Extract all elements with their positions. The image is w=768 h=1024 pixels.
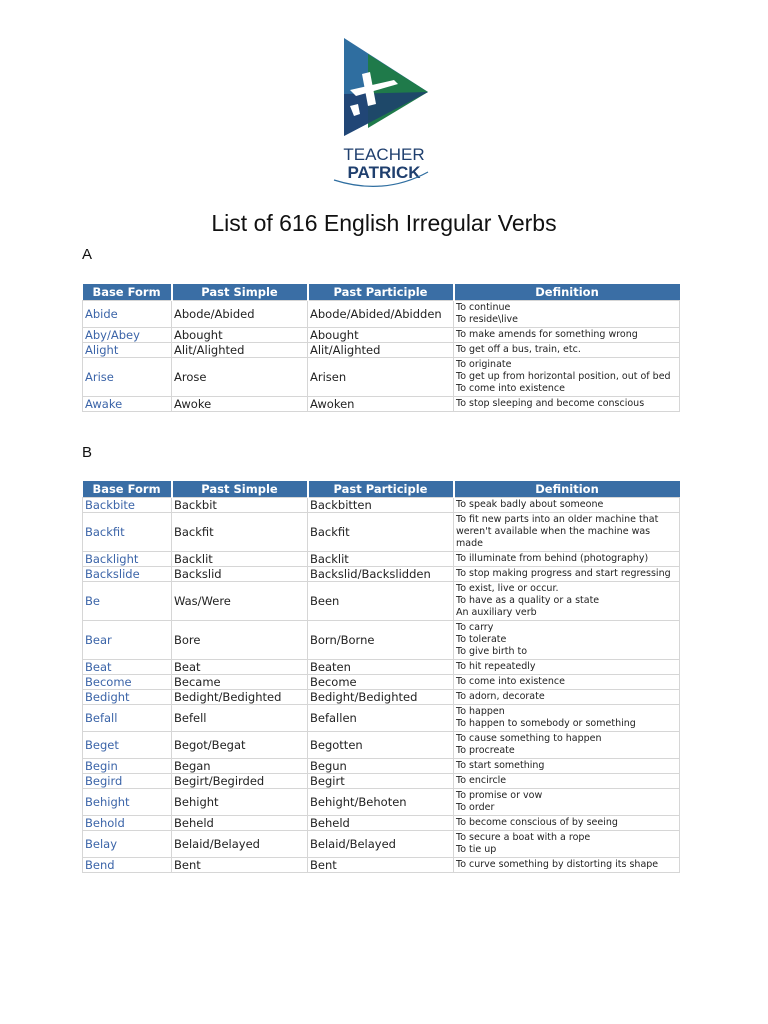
definition-cell: To adorn, decorate (454, 690, 680, 705)
definition-cell: To promise or vow To order (454, 789, 680, 816)
past-simple-cell: Bent (172, 858, 308, 873)
base-form-cell: Beat (83, 660, 172, 675)
table-row (83, 816, 680, 831)
base-form-cell: Alight (83, 343, 172, 358)
verbs-table-a (82, 284, 680, 412)
definition-cell: To curve something by distorting its shape (454, 858, 680, 873)
definition-cell: To make amends for something wrong (454, 328, 680, 343)
definition-cell: To cause something to happen To procreate (454, 732, 680, 759)
definition-cell: To encircle (454, 774, 680, 789)
past-simple-cell: Abode/Abided (172, 301, 308, 328)
table-row (83, 328, 680, 343)
past-participle-cell: Begun (308, 759, 454, 774)
column-header: Past Simple (172, 284, 308, 301)
definition-cell: To stop making progress and start regressing (454, 567, 680, 582)
verbs-table-b (82, 481, 680, 873)
table-row (83, 858, 680, 873)
definition-cell: To speak badly about someone (454, 498, 680, 513)
past-participle-cell: Alit/Alighted (308, 343, 454, 358)
table-row (83, 732, 680, 759)
base-form-cell: Become (83, 675, 172, 690)
table-row (83, 343, 680, 358)
past-simple-cell: Began (172, 759, 308, 774)
base-form-cell: Arise (83, 358, 172, 397)
past-participle-cell: Befallen (308, 705, 454, 732)
definition-cell: To happen To happen to somebody or something (454, 705, 680, 732)
definition-cell: To start something (454, 759, 680, 774)
definition-cell: To originate To get up from horizontal position, out of bed To come into existence (454, 358, 680, 397)
definition-cell: To carry To tolerate To give birth to (454, 621, 680, 660)
column-header: Definition (454, 481, 680, 498)
past-simple-cell: Backlit (172, 552, 308, 567)
table-row (83, 582, 680, 621)
definition-cell: To get off a bus, train, etc. (454, 343, 680, 358)
past-simple-cell: Was/Were (172, 582, 308, 621)
table-row (83, 513, 680, 552)
past-simple-cell: Behight (172, 789, 308, 816)
base-form-cell: Backfit (83, 513, 172, 552)
table-row (83, 690, 680, 705)
table-row (83, 789, 680, 816)
base-form-cell: Backlight (83, 552, 172, 567)
base-form-cell: Backbite (83, 498, 172, 513)
base-form-cell: Aby/Abey (83, 328, 172, 343)
logo-line2: PATRICK (347, 163, 421, 182)
past-participle-cell: Belaid/Belayed (308, 831, 454, 858)
column-header: Past Participle (308, 481, 454, 498)
table-row (83, 660, 680, 675)
table-row (83, 705, 680, 732)
section-letter-a: A (82, 246, 93, 263)
table-row (83, 831, 680, 858)
past-participle-cell: Arisen (308, 358, 454, 397)
past-simple-cell: Arose (172, 358, 308, 397)
past-simple-cell: Awoke (172, 397, 308, 412)
table-row (83, 301, 680, 328)
past-participle-cell: Beheld (308, 816, 454, 831)
base-form-cell: Behight (83, 789, 172, 816)
column-header: Base Form (83, 481, 172, 498)
past-simple-cell: Beheld (172, 816, 308, 831)
past-simple-cell: Backbit (172, 498, 308, 513)
past-participle-cell: Backbitten (308, 498, 454, 513)
base-form-cell: Befall (83, 705, 172, 732)
past-simple-cell: Became (172, 675, 308, 690)
table-row (83, 621, 680, 660)
section-letter-b: B (82, 444, 93, 461)
past-participle-cell: Backfit (308, 513, 454, 552)
base-form-cell: Behold (83, 816, 172, 831)
teacher-patrick-logo (328, 34, 440, 194)
page-title: List of 616 English Irregular Verbs (211, 210, 557, 236)
definition-cell: To fit new parts into an older machine that weren't available when the machine was made (454, 513, 680, 552)
past-participle-cell: Become (308, 675, 454, 690)
base-form-cell: Begird (83, 774, 172, 789)
past-participle-cell: Behight/Behoten (308, 789, 454, 816)
past-participle-cell: Backlit (308, 552, 454, 567)
past-simple-cell: Bore (172, 621, 308, 660)
table-row (83, 675, 680, 690)
table-row (83, 759, 680, 774)
past-simple-cell: Begot/Begat (172, 732, 308, 759)
base-form-cell: Awake (83, 397, 172, 412)
base-form-cell: Be (83, 582, 172, 621)
definition-cell: To become conscious of by seeing (454, 816, 680, 831)
table-row (83, 498, 680, 513)
table-row (83, 552, 680, 567)
column-header: Past Simple (172, 481, 308, 498)
definition-cell: To stop sleeping and become conscious (454, 397, 680, 412)
past-participle-cell: Been (308, 582, 454, 621)
table-header-row (83, 284, 680, 301)
past-simple-cell: Abought (172, 328, 308, 343)
base-form-cell: Bend (83, 858, 172, 873)
past-participle-cell: Bedight/Bedighted (308, 690, 454, 705)
column-header: Definition (454, 284, 680, 301)
logo-line1: TEACHER (343, 145, 425, 164)
past-participle-cell: Backslid/Backslidden (308, 567, 454, 582)
table-row (83, 397, 680, 412)
base-form-cell: Begin (83, 759, 172, 774)
past-participle-cell: Bent (308, 858, 454, 873)
base-form-cell: Abide (83, 301, 172, 328)
table-row (83, 567, 680, 582)
base-form-cell: Bedight (83, 690, 172, 705)
past-participle-cell: Abought (308, 328, 454, 343)
past-participle-cell: Beaten (308, 660, 454, 675)
definition-cell: To come into existence (454, 675, 680, 690)
definition-cell: To illuminate from behind (photography) (454, 552, 680, 567)
past-simple-cell: Bedight/Bedighted (172, 690, 308, 705)
past-simple-cell: Backfit (172, 513, 308, 552)
past-simple-cell: Belaid/Belayed (172, 831, 308, 858)
past-participle-cell: Begirt (308, 774, 454, 789)
table-row (83, 774, 680, 789)
past-participle-cell: Abode/Abided/Abidden (308, 301, 454, 328)
past-participle-cell: Awoken (308, 397, 454, 412)
past-participle-cell: Begotten (308, 732, 454, 759)
column-header: Base Form (83, 284, 172, 301)
base-form-cell: Backslide (83, 567, 172, 582)
definition-cell: To continue To reside\live (454, 301, 680, 328)
past-simple-cell: Befell (172, 705, 308, 732)
definition-cell: To hit repeatedly (454, 660, 680, 675)
table-header-row (83, 481, 680, 498)
definition-cell: To secure a boat with a rope To tie up (454, 831, 680, 858)
base-form-cell: Belay (83, 831, 172, 858)
past-simple-cell: Backslid (172, 567, 308, 582)
past-simple-cell: Begirt/Begirded (172, 774, 308, 789)
table-row (83, 358, 680, 397)
column-header: Past Participle (308, 284, 454, 301)
past-simple-cell: Alit/Alighted (172, 343, 308, 358)
past-simple-cell: Beat (172, 660, 308, 675)
past-participle-cell: Born/Borne (308, 621, 454, 660)
base-form-cell: Bear (83, 621, 172, 660)
definition-cell: To exist, live or occur. To have as a quality or a state An auxiliary verb (454, 582, 680, 621)
base-form-cell: Beget (83, 732, 172, 759)
